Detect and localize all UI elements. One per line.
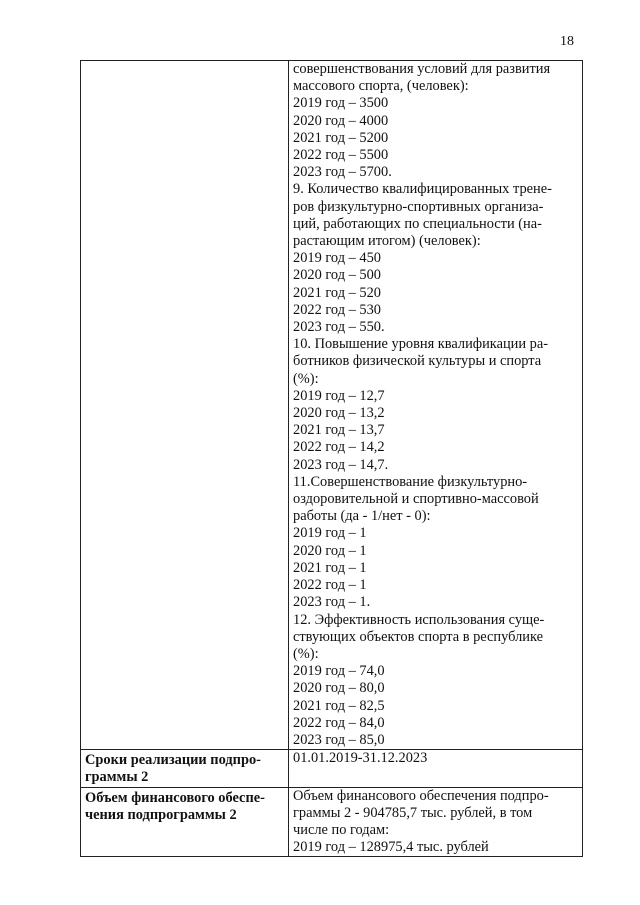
indicator-list (293, 61, 578, 749)
funding-value-line: числе по годам: (293, 821, 390, 838)
term-value-cell (289, 750, 583, 787)
indicator-line: 2022 год – 5500 (293, 147, 389, 164)
indicator-line: (%): (293, 645, 319, 662)
indicator-line: 2023 год – 14,7. (293, 456, 389, 473)
indicator-line: 2023 год – 1. (293, 594, 371, 611)
indicator-line: ров физкультурно-спортивных организа- (293, 198, 544, 215)
indicator-line: 2021 год – 13,7 (293, 422, 385, 439)
term-label-line1: Сроки реализации подпро- (85, 752, 261, 769)
indicator-line: работы (да - 1/нет - 0): (293, 508, 431, 525)
table-row (81, 61, 583, 750)
indicator-line: 2021 год – 1 (293, 559, 367, 576)
indicator-line: ствующих объектов спорта в республике (293, 628, 544, 645)
table-row (81, 787, 583, 857)
indicator-line: 2020 год – 500 (293, 267, 382, 284)
funding-label-cell (81, 787, 289, 857)
indicator-line: 2019 год – 74,0 (293, 663, 385, 680)
indicator-line: 2021 год – 520 (293, 284, 382, 301)
indicator-line: 2019 год – 1 (293, 525, 367, 542)
indicator-line: 11.Совершенствование физкультурно- (293, 473, 528, 490)
page-number: 18 (560, 34, 574, 49)
term-label-line2: граммы 2 (85, 769, 149, 786)
row1-value-cell (289, 61, 583, 750)
funding-value-line: граммы 2 - 904785,7 тыс. рублей, в том (293, 804, 533, 821)
row1-label-cell (81, 61, 289, 750)
funding-label-line2: чения подпрограммы 2 (85, 806, 237, 823)
indicator-line: 12. Эффективность использования суще- (293, 611, 545, 628)
term-value: 01.01.2019-31.12.2023 (293, 750, 428, 767)
indicator-line: ботников физической культуры и спорта (293, 353, 542, 370)
indicator-line: 2021 год – 5200 (293, 129, 389, 146)
indicator-line: 2020 год – 80,0 (293, 680, 385, 697)
indicator-line: 2020 год – 4000 (293, 112, 389, 129)
indicator-line: 9. Количество квалифицированных трене- (293, 181, 552, 198)
funding-value-line: Объем финансового обеспечения подпро- (293, 787, 549, 804)
indicator-line: совершенствования условий для развития (293, 61, 551, 77)
indicator-line: 2022 год – 530 (293, 301, 382, 318)
term-label-cell (81, 750, 289, 787)
funding-value-line: 2019 год – 128975,4 тыс. рублей (293, 839, 489, 856)
passport-table (80, 60, 583, 857)
indicator-line: массового спорта, (человек): (293, 78, 469, 95)
indicator-line: 2022 год – 1 (293, 577, 367, 594)
table-row (81, 750, 583, 787)
indicator-line: 2021 год – 82,5 (293, 697, 385, 714)
indicator-line: 2022 год – 14,2 (293, 439, 385, 456)
indicator-line: оздоровительной и спортивно-массовой (293, 491, 539, 508)
indicator-line: 2019 год – 12,7 (293, 387, 385, 404)
indicator-line: (%): (293, 370, 319, 387)
indicator-line: 2019 год – 450 (293, 250, 382, 267)
indicator-line: 2023 год – 550. (293, 319, 385, 336)
funding-value-cell (289, 787, 583, 857)
indicator-line: 2023 год – 5700. (293, 164, 392, 181)
indicator-line: 10. Повышение уровня квалификации ра- (293, 336, 549, 353)
indicator-line: 2022 год – 84,0 (293, 714, 385, 731)
indicator-line: 2020 год – 1 (293, 542, 367, 559)
indicator-line: 2023 год – 85,0 (293, 731, 385, 748)
indicator-line: 2019 год – 3500 (293, 95, 389, 112)
indicator-line: ций, работающих по специальности (на- (293, 215, 542, 232)
indicator-line: растающим итогом) (человек): (293, 233, 481, 250)
indicator-line: 2020 год – 13,2 (293, 405, 385, 422)
funding-label-line1: Объем финансового обеспе- (85, 789, 265, 806)
